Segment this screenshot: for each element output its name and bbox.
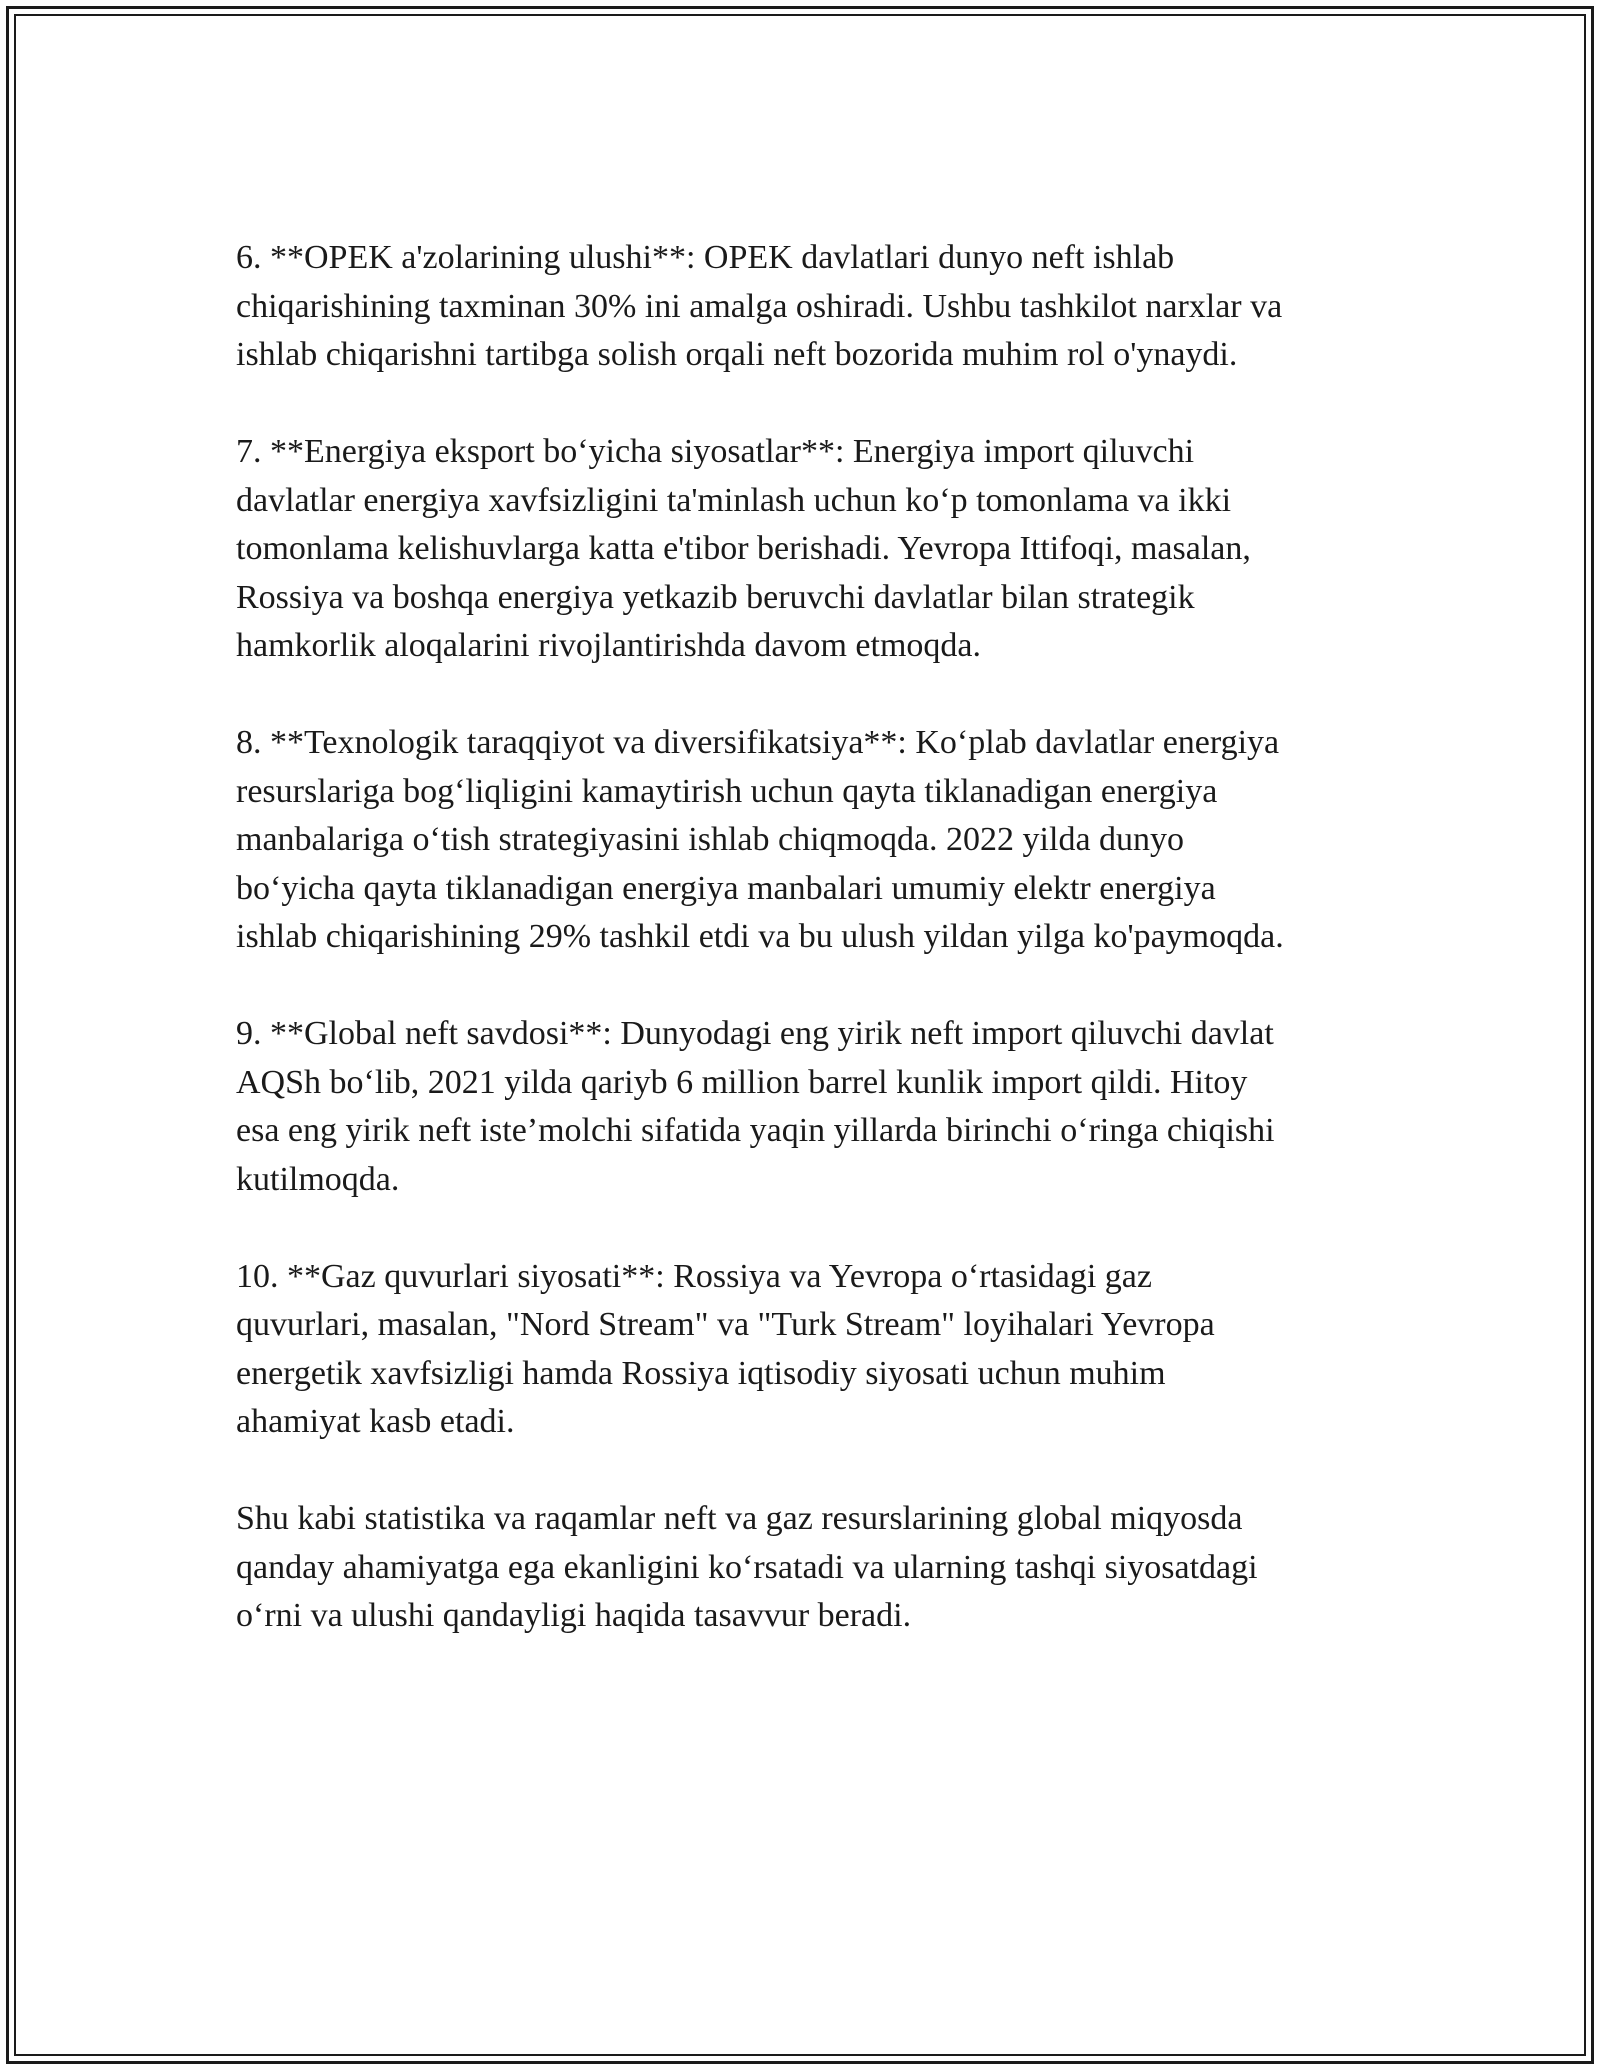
paragraph-gas-pipeline-policy: 10. **Gaz quvurlari siyosati**: Rossiya va Yevropa o‘rtasidagi gaz quvurlari, masalan, "Nord Stream" va "Turk Stream" loyihalari Yevropa energetik xavfsizligi hamda Rossiya iqtisodiy siyosati uchun muhim ahamiyat kasb etadi. — [236, 1257, 1215, 1440]
document-body — [236, 234, 1386, 1689]
paragraph-global-oil-trade: 9. **Global neft savdosi**: Dunyodagi eng yirik neft import qiluvchi davlat AQSh bo‘lib, 2021 yilda qariyb 6 million barrel kunlik import qildi. Hitoy esa eng yirik neft iste’molchi sifatida yaqin yillarda birinchi o‘ringa chiqishi kutilmoqda. — [236, 1015, 1275, 1198]
paragraph-tech-diversification: 8. **Texnologik taraqqiyot va diversifikatsiya**: Ko‘plab davlatlar energiya resurslariga bog‘liqligini kamaytirish uchun qayta tiklanadigan energiya manbalariga o‘tish strategiyasini ishlab chiqmoqda. 2022 yilda dunyo bo‘yicha qayta tiklanadigan energiya manbalari umumiy elektr energiya ishlab chiqarishining 29% tashkil etdi va bu ulush yildan yilga ko'paymoqda. — [236, 724, 1284, 955]
paragraph-conclusion: Shu kabi statistika va raqamlar neft va gaz resurslarining global miqyosda qanday ahamiyatga ega ekanligini ko‘rsatadi va ularning tashqi siyosatdagi o‘rni va ulushi qandayligi haqida tasavvur beradi. — [236, 1500, 1258, 1634]
paragraph-opek-share: 6. **OPEK a'zolarining ulushi**: OPEK davlatlari dunyo neft ishlab chiqarishining taxminan 30% ini amalga oshiradi. Ushbu tashkilot narxlar va ishlab chiqarishni tartibga solish orqali neft bozorida muhim rol o'ynaydi. — [236, 239, 1283, 373]
paragraph-energy-export-policy: 7. **Energiya eksport bo‘yicha siyosatlar**: Energiya import qiluvchi davlatlar energiya xavfsizligini ta'minlash uchun ko‘p tomonlama va ikki tomonlama kelishuvlarga katta e'tibor berishadi. Yevropa Ittifoqi, masalan, Rossiya va boshqa energiya yetkazib beruvchi davlatlar bilan strategik hamkorlik aloqalarini rivojlantirishda davom etmoqda. — [236, 433, 1251, 664]
